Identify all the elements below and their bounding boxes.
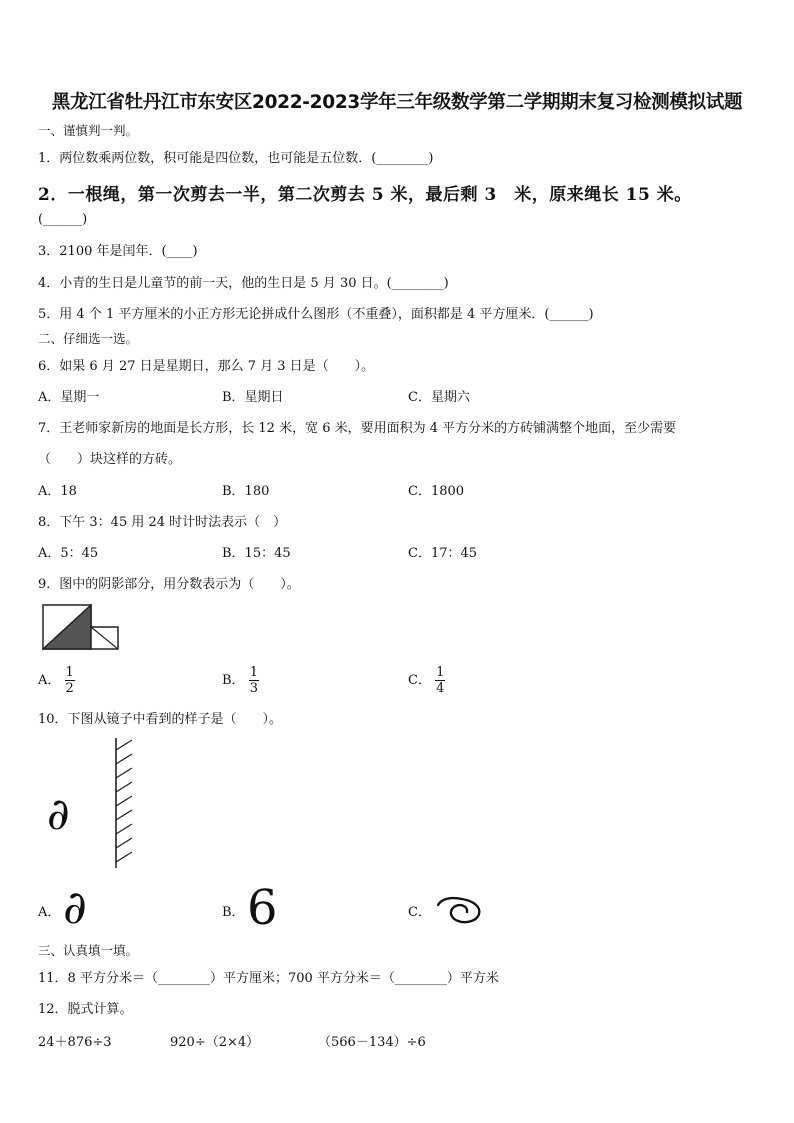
mirror-icon <box>108 738 138 870</box>
q9-option-b-label: B． <box>222 673 245 688</box>
question-7-line-2: （ ）块这样的方砖。 <box>38 452 182 467</box>
q10-option-b-label: B． <box>222 905 245 920</box>
q10-option-c-label: C． <box>408 905 431 920</box>
question-12: 12．脱式计算。 <box>38 1002 133 1017</box>
fraction-denominator: 4 <box>436 681 445 696</box>
q9-option-a-label: A． <box>38 673 61 688</box>
question-10: 10．下图从镜子中看到的样子是（ ）。 <box>38 712 283 727</box>
q12-expression-2: 920÷（2×4） <box>170 1035 260 1050</box>
section-1-heading: 一、谨慎判一判。 <box>38 123 139 138</box>
q7-option-a: A．18 <box>38 484 77 499</box>
question-4: 4．小青的生日是儿童节的前一天，他的生日是 5 月 30 日。(________) <box>38 276 449 291</box>
fraction-denominator: 2 <box>65 681 74 696</box>
mirror-object-glyph: ∂ <box>47 789 70 840</box>
q8-option-c: C．17：45 <box>408 546 478 561</box>
fraction-numerator: 1 <box>249 665 258 680</box>
q9-option-c-label: C． <box>408 673 431 688</box>
q6-option-a: A．星期一 <box>38 390 100 405</box>
question-11: 11．8 平方分米＝（________）平方厘米；700 平方分米＝（________）平方米 <box>38 971 499 986</box>
shaded-figure <box>42 604 120 650</box>
section-2-heading: 二、仔细选一选。 <box>38 331 139 346</box>
question-9: 9．图中的阴影部分，用分数表示为（ ）。 <box>38 577 300 592</box>
section-3-heading: 三、认真填一填。 <box>38 943 139 958</box>
q10-option-a-label: A． <box>38 905 61 920</box>
q6-option-c: C．星期六 <box>408 390 470 405</box>
fraction-denominator: 3 <box>249 681 258 696</box>
q12-expression-3: （566－134）÷6 <box>318 1035 426 1050</box>
q10-option-b-glyph: 6 <box>247 880 278 936</box>
question-2-blank: (______) <box>38 212 88 227</box>
q7-option-b: B．180 <box>222 484 270 499</box>
question-1: 1．两位数乘两位数，积可能是四位数，也可能是五位数．(________) <box>38 151 434 166</box>
question-7-line-1: 7．王老师家新房的地面是长方形，长 12 米，宽 6 米，要用面积为 4 平方分米的方砖铺满整个地面，至少需要 <box>38 421 677 436</box>
question-8: 8．下午 3：45 用 24 时计时法表示（ ） <box>38 515 287 530</box>
fraction-one-fourth <box>435 665 445 696</box>
q8-option-a: A．5：45 <box>38 546 99 561</box>
rotated-glyph-icon <box>434 895 484 927</box>
fraction-one-half <box>65 665 75 696</box>
q9-option-a <box>38 665 75 696</box>
fraction-numerator: 1 <box>65 665 74 680</box>
q9-option-c <box>408 665 445 696</box>
page-title: 黑龙江省牡丹江市东安区2022-2023学年三年级数学第二学期期末复习检测模拟试题 <box>51 92 743 113</box>
question-3: 3．2100 年是闰年．(____) <box>38 244 198 259</box>
q9-option-b <box>222 665 259 696</box>
question-5: 5．用 4 个 1 平方厘米的小正方形无论拼成什么图形（不重叠），面积都是 4 平方厘米．(______) <box>38 307 594 322</box>
q12-expression-1: 24＋876÷3 <box>38 1035 112 1050</box>
fraction-one-third <box>249 665 259 696</box>
q10-option-a-glyph: ∂ <box>63 880 87 934</box>
q7-option-c: C．1800 <box>408 484 465 499</box>
fraction-numerator: 1 <box>436 665 445 680</box>
question-6: 6．如果 6 月 27 日是星期日，那么 7 月 3 日是（ ）。 <box>38 359 375 374</box>
question-2: 2．一根绳，第一次剪去一半，第二次剪去 5 米，最后剩 3 米，原来绳长 15 米。 <box>38 185 692 205</box>
q6-option-b: B．星期日 <box>222 390 284 405</box>
q8-option-b: B．15：45 <box>222 546 291 561</box>
